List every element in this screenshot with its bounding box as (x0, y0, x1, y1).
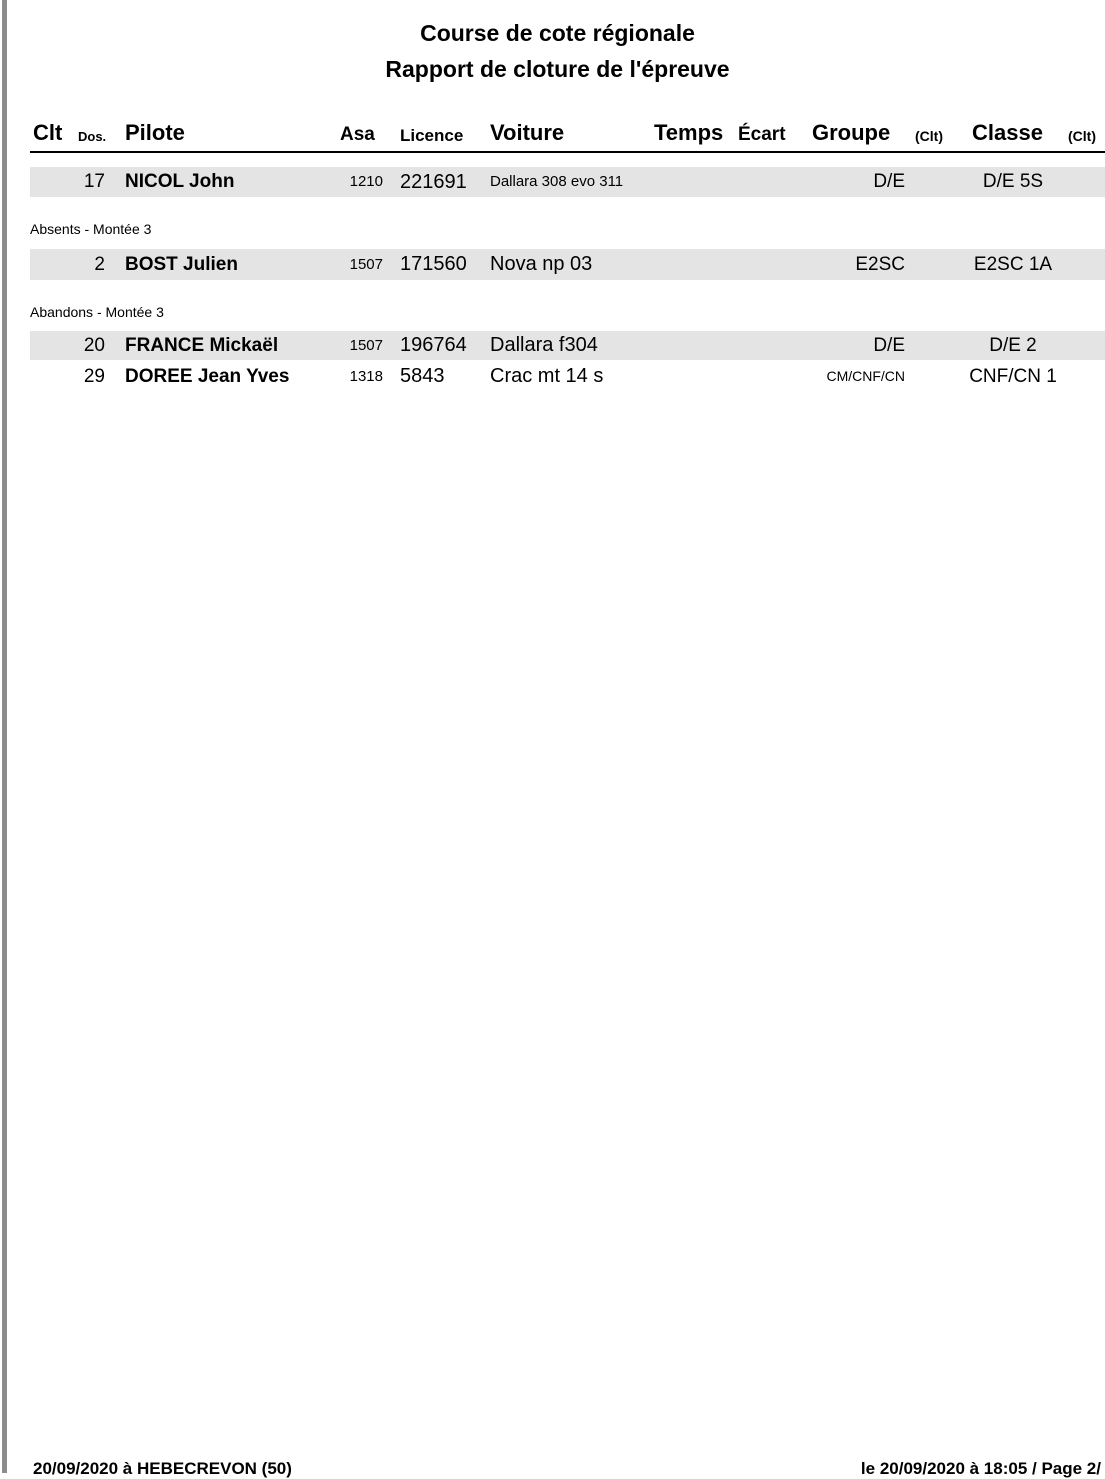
cell-classe: E2SC 1A (973, 254, 1053, 275)
column-header-voiture: Voiture (490, 120, 565, 145)
cell-licence: 5843 (400, 365, 445, 387)
cell-groupe: D/E (873, 171, 905, 192)
section-label-abandons: Abandons - Montée 3 (30, 304, 164, 320)
cell-groupe: D/E (873, 335, 905, 356)
column-header-groupe-clt: (Clt) (915, 128, 943, 144)
column-header-groupe: Groupe (812, 120, 891, 145)
column-header-asa: Asa (340, 124, 375, 145)
cell-voiture: Dallara f304 (490, 334, 598, 356)
cell-voiture: Dallara 308 evo 311 (490, 173, 624, 190)
section-label-absents: Absents - Montée 3 (30, 221, 152, 237)
column-header-licence: Licence (400, 126, 464, 145)
column-header-ecart: Écart (738, 124, 786, 145)
footer-event-info: 20/09/2020 à HEBECREVON (50) (33, 1459, 292, 1478)
page-left-border (2, 0, 7, 1473)
table-row (30, 361, 1105, 392)
cell-voiture: Nova np 03 (490, 253, 593, 275)
cell-pilote: NICOL John (125, 171, 235, 192)
cell-classe: D/E 2 (989, 335, 1037, 356)
cell-asa: 1507 (349, 256, 383, 273)
report-title: Course de cote régionale (420, 20, 695, 46)
cell-pilote: FRANCE Mickaël (125, 335, 279, 356)
cell-dossard: 20 (83, 335, 105, 356)
column-header-temps: Temps (654, 120, 724, 145)
footer-print-info: le 20/09/2020 à 18:05 / Page 2/ (860, 1459, 1101, 1478)
cell-dossard: 2 (94, 254, 105, 275)
column-header-pilote: Pilote (125, 120, 185, 145)
cell-licence: 171560 (400, 253, 467, 275)
cell-licence: 221691 (400, 171, 467, 193)
cell-pilote: BOST Julien (125, 254, 238, 275)
table-row (30, 167, 1105, 197)
cell-dossard: 17 (83, 171, 105, 192)
cell-classe: CNF/CN 1 (969, 366, 1057, 387)
cell-groupe: CM/CNF/CN (826, 368, 905, 384)
cell-dossard: 29 (83, 366, 105, 387)
column-header-clt: Clt (33, 120, 63, 145)
column-header-classe: Classe (972, 120, 1043, 145)
cell-classe: D/E 5S (982, 171, 1044, 192)
cell-asa: 1507 (349, 337, 383, 354)
column-header-classe-clt: (Clt) (1068, 128, 1096, 144)
report-subtitle: Rapport de cloture de l'épreuve (385, 56, 730, 82)
cell-voiture: Crac mt 14 s (490, 365, 604, 387)
table-header-underline (30, 151, 1105, 153)
cell-asa: 1210 (349, 173, 383, 190)
cell-asa: 1318 (349, 368, 383, 385)
cell-licence: 196764 (400, 334, 467, 356)
cell-groupe: E2SC (855, 254, 905, 275)
cell-pilote: DOREE Jean Yves (125, 366, 290, 387)
table-row (30, 249, 1105, 280)
column-header-dos: Dos. (78, 129, 107, 144)
table-header-row (0, 114, 1105, 152)
table-row (30, 331, 1105, 360)
